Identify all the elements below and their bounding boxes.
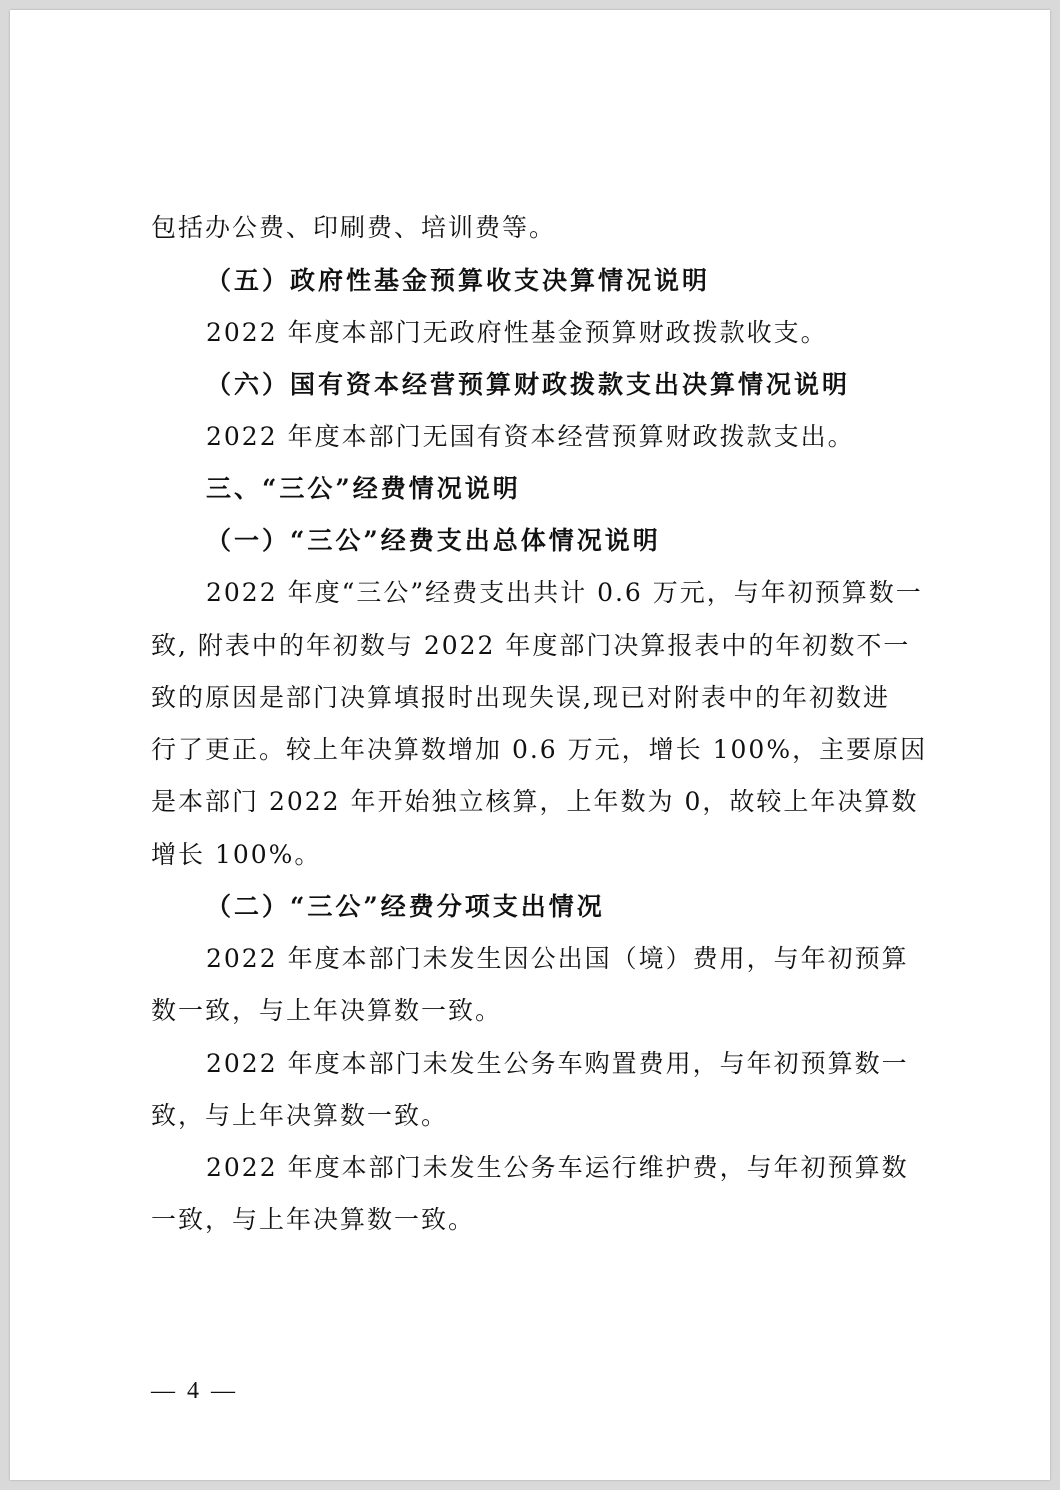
body-text-line: 2022 年度本部门未发生公务车运行维护费，与年初预算数	[206, 1153, 909, 1182]
body-text-line: 2022 年度本部门无国有资本经营预算财政拨款支出。	[206, 422, 855, 451]
body-text-line: 一致，与上年决算数一致。	[151, 1205, 476, 1234]
body-text-line: 2022 年度本部门未发生因公出国（境）费用，与年初预算	[206, 944, 909, 973]
body-text-line: 致，与上年决算数一致。	[151, 1101, 449, 1130]
section-heading: （二）“三公”经费分项支出情况	[206, 892, 605, 921]
section-heading: （一）“三公”经费支出总体情况说明	[206, 526, 661, 555]
body-text-line: 2022 年度“三公”经费支出共计 0.6 万元，与年初预算数一	[206, 578, 923, 607]
body-text-line: 行了更正。较上年决算数增加 0.6 万元，增长 100%，主要原因	[151, 735, 928, 764]
body-text-line: 致, 附表中的年初数与 2022 年度部门决算报表中的年初数不一	[151, 631, 911, 660]
body-text-line: 增长 100%。	[151, 840, 322, 869]
document-page	[10, 10, 1050, 1480]
body-text-line: 致的原因是部门决算填报时出现失误,现已对附表中的年初数进	[151, 683, 890, 712]
page-number: — 4 —	[151, 1378, 238, 1404]
section-heading: （六）国有资本经营预算财政拨款支出决算情况说明	[206, 370, 851, 399]
body-text-line: 数一致，与上年决算数一致。	[151, 996, 503, 1025]
section-heading: （五）政府性基金预算收支决算情况说明	[206, 266, 711, 295]
body-text-line: 2022 年度本部门未发生公务车购置费用，与年初预算数一	[206, 1049, 909, 1078]
body-text-line: 包括办公费、印刷费、培训费等。	[151, 213, 557, 242]
body-text-line: 2022 年度本部门无政府性基金预算财政拨款收支。	[206, 318, 828, 347]
chapter-heading: 三、“三公”经费情况说明	[206, 474, 521, 503]
body-text-line: 是本部门 2022 年开始独立核算，上年数为 0，故较上年决算数	[151, 787, 919, 816]
